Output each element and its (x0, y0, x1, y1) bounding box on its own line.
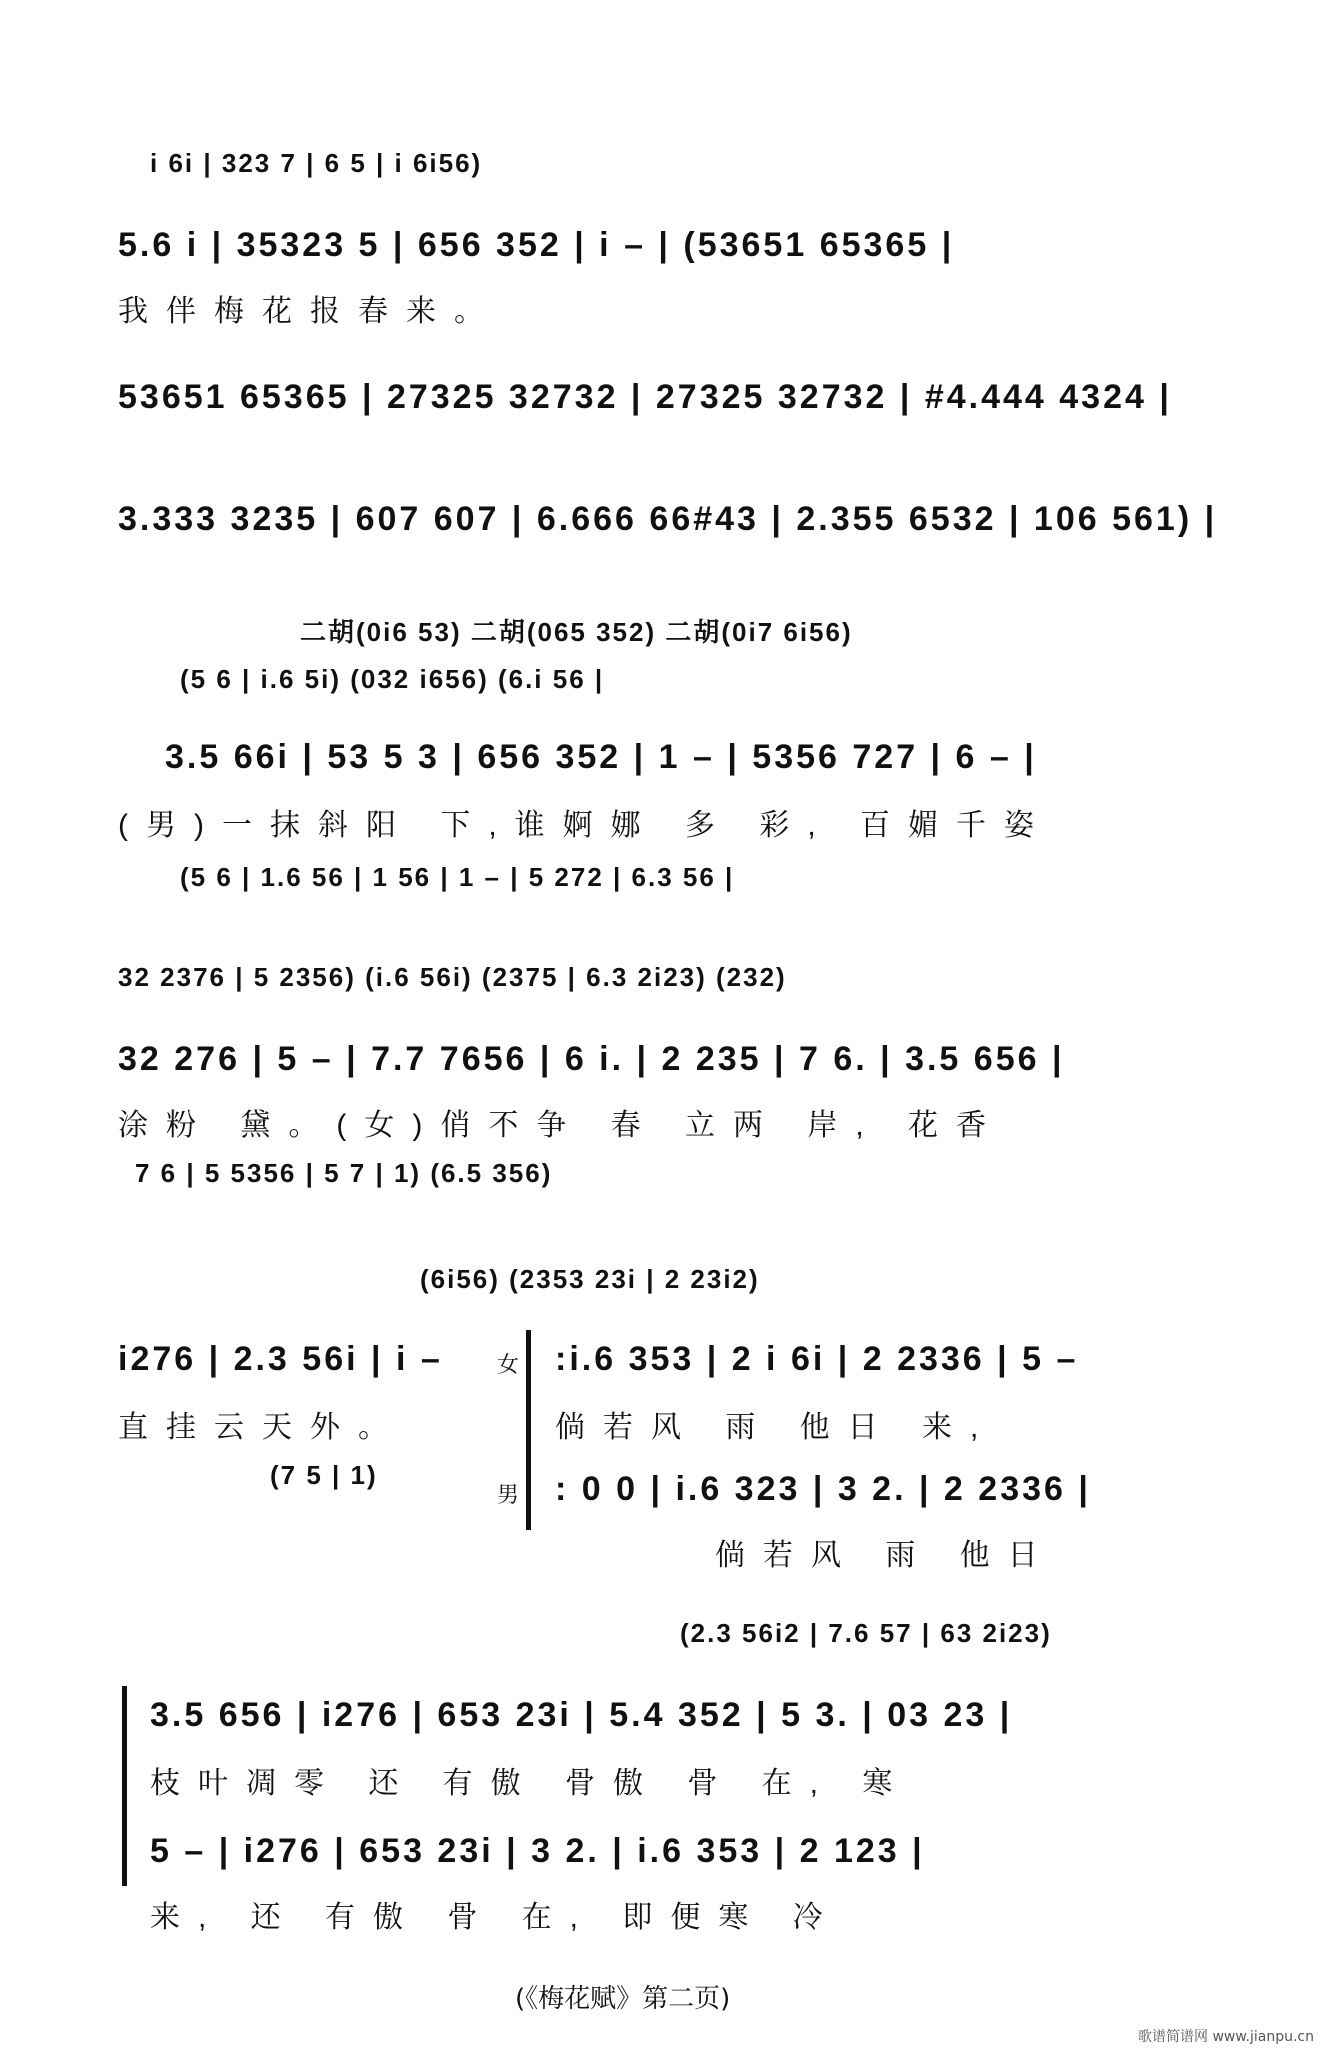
score-line-r2: 53651 65365 | 27325 32732 | 27325 32732 | #4.444 4324 | (118, 378, 1172, 416)
score-line-r1a: i 6i | 323 7 | 6 5 | i 6i56) (150, 148, 483, 178)
score-line-r6h: 倘若风 雨 他日 (715, 1539, 1056, 1572)
voice-label-male: 男 (497, 1482, 520, 1507)
score-line-r4e: (5 6 | 1.6 56 | 1 56 | 1 – | 5 272 | 6.3 56 | (180, 862, 735, 892)
score-line-r5b: 32 276 | 5 – | 7.7 7656 | 6 i. | 2 235 | 7 6. | 3.5 656 | (118, 1040, 1065, 1078)
score-line-r7d: 5 – | i276 | 653 23i | 3 2. | i.6 353 | 2 123 | (150, 1832, 925, 1870)
score-line-r1c: 我伴梅花报春来。 (118, 295, 502, 328)
voice-label-female: 女 (497, 1352, 520, 1377)
duet-bracket-1 (526, 1330, 531, 1530)
score-line-r6d: (7 5 | 1) (270, 1460, 378, 1490)
score-line-r3: 3.333 3235 | 607 607 | 6.666 66#43 | 2.355 6532 | 106 561) | (118, 500, 1218, 538)
score-line-r7c: 枝叶凋零 还 有傲 骨傲 骨 在, 寒 (150, 1767, 911, 1800)
score-line-r6f: 倘若风 雨 他日 来, (555, 1411, 997, 1444)
score-line-r7e: 来, 还 有傲 骨 在, 即便寒 冷 (150, 1901, 841, 1934)
score-line-r6e: :i.6 353 | 2 i 6i | 2 2336 | 5 – (555, 1340, 1079, 1378)
watermark: 歌谱简谱网 www.jianpu.cn (1138, 2029, 1314, 2045)
score-line-r1b: 5.6 i | 35323 5 | 656 352 | i – | (53651 65365 | (118, 226, 955, 264)
score-line-r7a: (2.3 56i2 | 7.6 57 | 63 2i23) (680, 1618, 1052, 1648)
score-line-r4d: (男)一抹斜阳 下,谁婀娜 多 彩, 百媚千姿 (118, 809, 1052, 842)
score-line-r6a: (6i56) (2353 23i | 2 23i2) (420, 1264, 760, 1294)
score-line-r4c: 3.5 66i | 53 5 3 | 656 352 | 1 – | 5356 727 | 6 – | (165, 738, 1037, 776)
score-line-r4a: 二胡(0i6 53) 二胡(065 352) 二胡(0i7 6i56) (300, 617, 853, 647)
duet-bracket-2 (122, 1686, 127, 1886)
score-line-r6c: 直挂云天外。 (118, 1411, 406, 1444)
score-line-r5d: 7 6 | 5 5356 | 5 7 | 1) (6.5 356) (135, 1158, 553, 1188)
score-line-r4b: (5 6 | i.6 5i) (032 i656) (6.i 56 | (180, 664, 605, 694)
score-line-r7b: 3.5 656 | i276 | 653 23i | 5.4 352 | 5 3. | 03 23 | (150, 1696, 1013, 1734)
score-line-r6b: i276 | 2.3 56i | i – (118, 1340, 443, 1378)
page-footer: (《梅花赋》第二页) (515, 1984, 731, 2014)
score-line-r5c: 涂粉 黛。(女)俏不争 春 立两 岸, 花香 (118, 1109, 1004, 1142)
score-line-r6g: : 0 0 | i.6 323 | 3 2. | 2 2336 | (555, 1470, 1091, 1508)
score-line-r5a: 32 2376 | 5 2356) (i.6 56i) (2375 | 6.3 2i23) (232) (118, 962, 787, 992)
